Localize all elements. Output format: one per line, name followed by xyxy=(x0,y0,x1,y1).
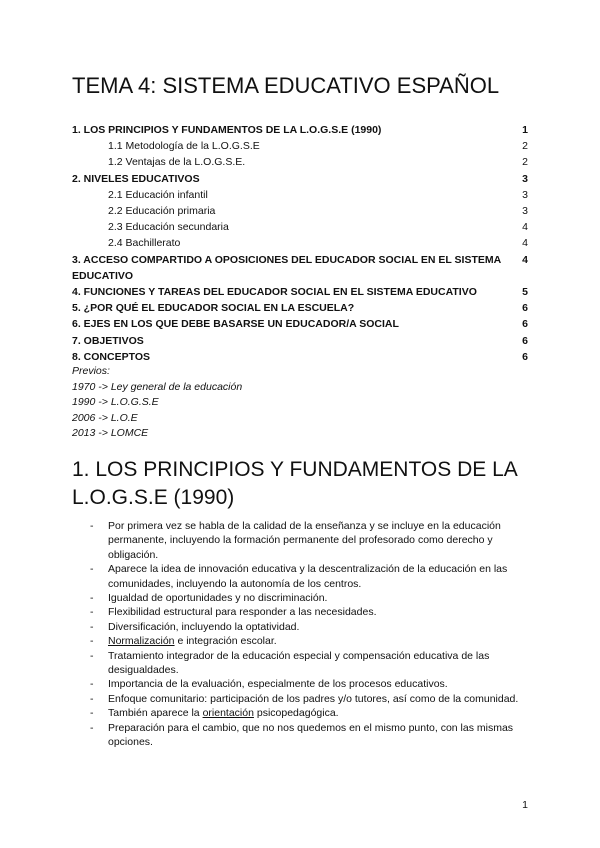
toc-entry-page: 6 xyxy=(522,334,528,347)
toc-entry-page: 4 xyxy=(522,237,528,250)
list-item-text: Igualdad de oportunidades y no discriminación. xyxy=(108,592,328,605)
toc-entry-page: 6 xyxy=(522,350,528,363)
list-item-text: psicopedagógica. xyxy=(253,707,339,720)
toc-entry-page: 1 xyxy=(522,124,528,136)
table-of-contents xyxy=(72,122,528,365)
principles-list xyxy=(72,519,528,750)
page-number: 1 xyxy=(522,799,528,811)
document-title: TEMA 4: SISTEMA EDUCATIVO ESPAÑOL xyxy=(72,73,500,98)
previos-label: Previos: xyxy=(72,365,110,377)
toc-entry-page: 4 xyxy=(522,221,528,234)
list-item xyxy=(72,706,528,720)
toc-entry-title: 1. LOS PRINCIPIOS Y FUNDAMENTOS DE LA L.O.G.S.E (1990) xyxy=(72,124,382,136)
toc-entry-title: 2.3 Educación secundaria xyxy=(108,221,229,234)
toc-entry[interactable] xyxy=(72,252,528,284)
toc-entry[interactable] xyxy=(72,138,528,154)
section-heading: 1. LOS PRINCIPIOS Y FUNDAMENTOS DE LA L.O.G.S.E (1990) xyxy=(72,458,517,509)
list-item xyxy=(72,677,528,691)
list-item xyxy=(72,692,528,706)
toc-entry-title: 2.2 Educación primaria xyxy=(108,205,216,218)
toc-entry-title: 7. OBJETIVOS xyxy=(72,334,144,347)
list-item-text: También aparece la xyxy=(108,707,203,720)
list-item-text: Aparece la idea de innovación educativa y la descentralización de la educación en las comunidades, incluyendo la autonomía de los centros. xyxy=(108,563,508,590)
list-item-text: Diversificación, incluyendo la optatividad. xyxy=(108,620,300,633)
previos-item: 1990 -> L.O.G.S.E xyxy=(72,396,159,408)
toc-entry-title: 5. ¿POR QUÉ EL EDUCADOR SOCIAL EN LA ESCUELA? xyxy=(72,302,355,315)
underlined-term: Normalización xyxy=(108,635,175,648)
toc-entry-page: 6 xyxy=(522,318,528,331)
toc-entry-page: 6 xyxy=(522,302,528,315)
list-item xyxy=(72,562,528,591)
toc-entry-title: 2.1 Educación infantil xyxy=(108,188,208,201)
toc-entry[interactable] xyxy=(72,187,528,203)
toc-entry[interactable] xyxy=(72,219,528,235)
toc-entry-title: 6. EJES EN LOS QUE DEBE BASARSE UN EDUCADOR/A SOCIAL xyxy=(72,318,399,331)
toc-entry[interactable] xyxy=(72,235,528,251)
list-item-text: Tratamiento integrador de la educación especial y compensación educativa de las desigualdades. xyxy=(108,649,490,677)
list-item xyxy=(72,620,528,634)
toc-entry[interactable] xyxy=(72,171,528,187)
toc-entry-page: 4 xyxy=(522,253,528,266)
list-item xyxy=(72,721,528,750)
toc-entry-title: 2.4 Bachillerato xyxy=(108,237,181,250)
previos-item: 1970 -> Ley general de la educación xyxy=(72,380,243,393)
toc-entry-title: 3. ACCESO COMPARTIDO A OPOSICIONES DEL EDUCADOR SOCIAL EN EL SISTEMA EDUCATIVO xyxy=(72,253,501,282)
toc-entry-page: 3 xyxy=(522,172,528,185)
list-item-text: Enfoque comunitario: participación de los padres y/o tutores, así como de la comunidad. xyxy=(108,692,519,705)
toc-entry-title: 4. FUNCIONES Y TAREAS DEL EDUCADOR SOCIAL EN EL SISTEMA EDUCATIVO xyxy=(72,286,477,299)
toc-entry-page: 2 xyxy=(522,156,528,169)
previos-item: 2006 -> L.O.E xyxy=(72,411,138,424)
previos-item: 2013 -> LOMCE xyxy=(72,427,149,439)
toc-entry[interactable] xyxy=(72,316,528,332)
list-item xyxy=(72,634,528,648)
list-item xyxy=(72,605,528,619)
toc-entry[interactable] xyxy=(72,284,528,300)
toc-entry-title: 8. CONCEPTOS xyxy=(72,350,150,363)
list-item-text: Preparación para el cambio, que no nos quedemos en el mismo punto, con las mismas opciones. xyxy=(108,721,514,749)
toc-entry[interactable] xyxy=(72,349,528,365)
list-item-text: Importancia de la evaluación, especialmente de los procesos educativos. xyxy=(108,678,448,691)
list-item-text: Flexibilidad estructural para responder a las necesidades. xyxy=(108,606,377,619)
list-item xyxy=(72,519,528,562)
toc-entry-page: 3 xyxy=(522,205,528,218)
toc-entry[interactable] xyxy=(72,333,528,349)
list-item-text: Por primera vez se habla de la calidad de la enseñanza y se incluye en la educación permanente, incluyendo la formación permanente del profesorado como derecho y obligación. xyxy=(108,520,501,561)
toc-entry-title: 2. NIVELES EDUCATIVOS xyxy=(72,172,200,185)
toc-entry[interactable] xyxy=(72,154,528,170)
toc-entry-page: 3 xyxy=(522,188,528,201)
list-item-text: e integración escolar. xyxy=(174,635,277,648)
toc-entry-page: 2 xyxy=(522,140,528,153)
list-item xyxy=(72,591,528,605)
underlined-term: orientación xyxy=(202,707,254,720)
previos-block xyxy=(72,364,242,442)
toc-entry[interactable] xyxy=(72,300,528,316)
toc-entry-title: 1.1 Metodología de la L.O.G.S.E xyxy=(108,140,260,153)
toc-entry-page: 5 xyxy=(522,286,528,299)
list-item xyxy=(72,649,528,678)
toc-entry[interactable] xyxy=(72,203,528,219)
toc-entry[interactable] xyxy=(72,122,528,138)
toc-entry-title: 1.2 Ventajas de la L.O.G.S.E. xyxy=(108,156,246,169)
